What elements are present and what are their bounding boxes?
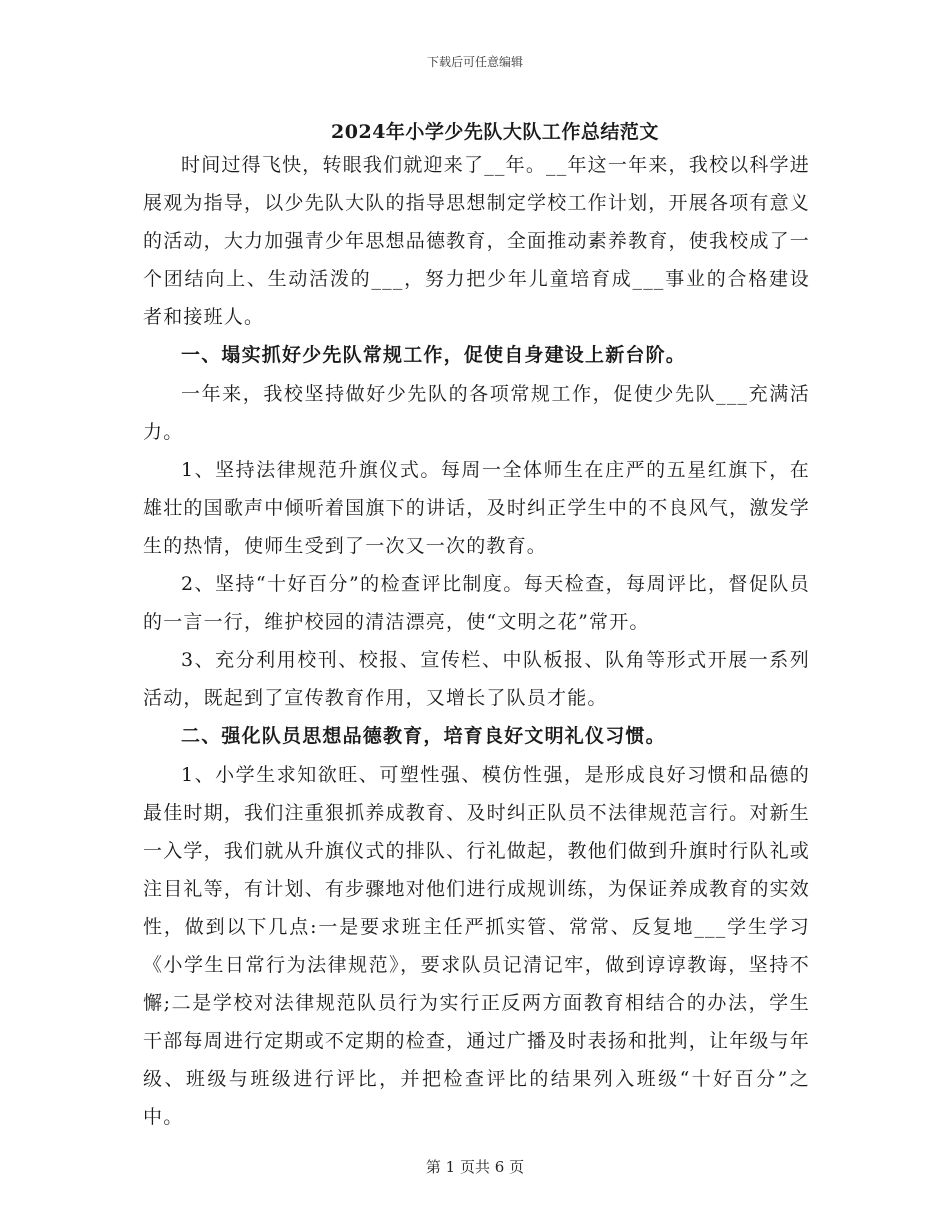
section-1-item-1: 1、坚持法律规范升旗仪式。每周一全体师生在庄严的五星红旗下，在雄壮的国歌声中倾听着国旗下的讲话，及时纠正学生中的不良风气，激发学生的热情，使师生受到了一次又一次的教育。	[143, 458, 810, 557]
document-title: 2024年小学少先队大队工作总结范文	[331, 121, 659, 143]
header-note: 下载后可任意编辑	[426, 55, 523, 69]
section-heading-1: 一、塌实抓好少先队常规工作，促使自身建设上新台阶。	[181, 344, 687, 367]
section-2-item-1: 1、小学生求知欲旺、可塑性强、模仿性强，是形成良好习惯和品德的最佳时期，我们注重狠抓养成教育、及时纠正队员不法律规范言行。对新生一入学，我们就从升旗仪式的排队、行礼做起，教他们做到升旗时行队礼或注目礼等，有计划、有步骤地对他们进行成规训练，为保证养成教育的实效性，做到以下几点:一是要求班主任严抓实管、常常、反复地___学生学习《小学生日常行为法律规范》，要求队员记清记牢，做到谆谆教诲，坚持不懈;二是学校对法律规范队员行为实行正反两方面教育相结合的办法，学生干部每周进行定期或不定期的检查，通过广播及时表扬和批判，让年级与年级、班级与班级进行评比，并把检查评比的结果列入班级“十好百分”之中。	[143, 763, 810, 1129]
section-1-item-2: 2、坚持“十好百分”的检查评比制度。每天检查，每周评比，督促队员的一言一行，维护校园的清洁漂亮，使“文明之花”常开。	[143, 573, 810, 634]
section-heading-2: 二、强化队员思想品德教育，培育良好文明礼仪习惯。	[181, 725, 666, 748]
page-number: 第 1 页共 6 页	[425, 1158, 525, 1176]
document-body	[143, 146, 810, 1136]
section-1-item-3: 3、充分利用校刊、校报、宣传栏、中队板报、队角等形式开展一系列活动，既起到了宣传教育作用，又增长了队员才能。	[143, 649, 810, 710]
intro-paragraph: 时间过得飞快，转眼我们就迎来了__年。__年这一年来，我校以科学进展观为指导，以少先队大队的指导思想制定学校工作计划，开展各项有意义的活动，大力加强青少年思想品德教育，全面推动素养教育，使我校成了一个团结向上、生动活泼的___，努力把少年儿童培育成___事业的合格建设者和接班人。	[143, 154, 810, 329]
section-1-paragraph: 一年来，我校坚持做好少先队的各项常规工作，促使少先队___充满活力。	[143, 382, 810, 443]
